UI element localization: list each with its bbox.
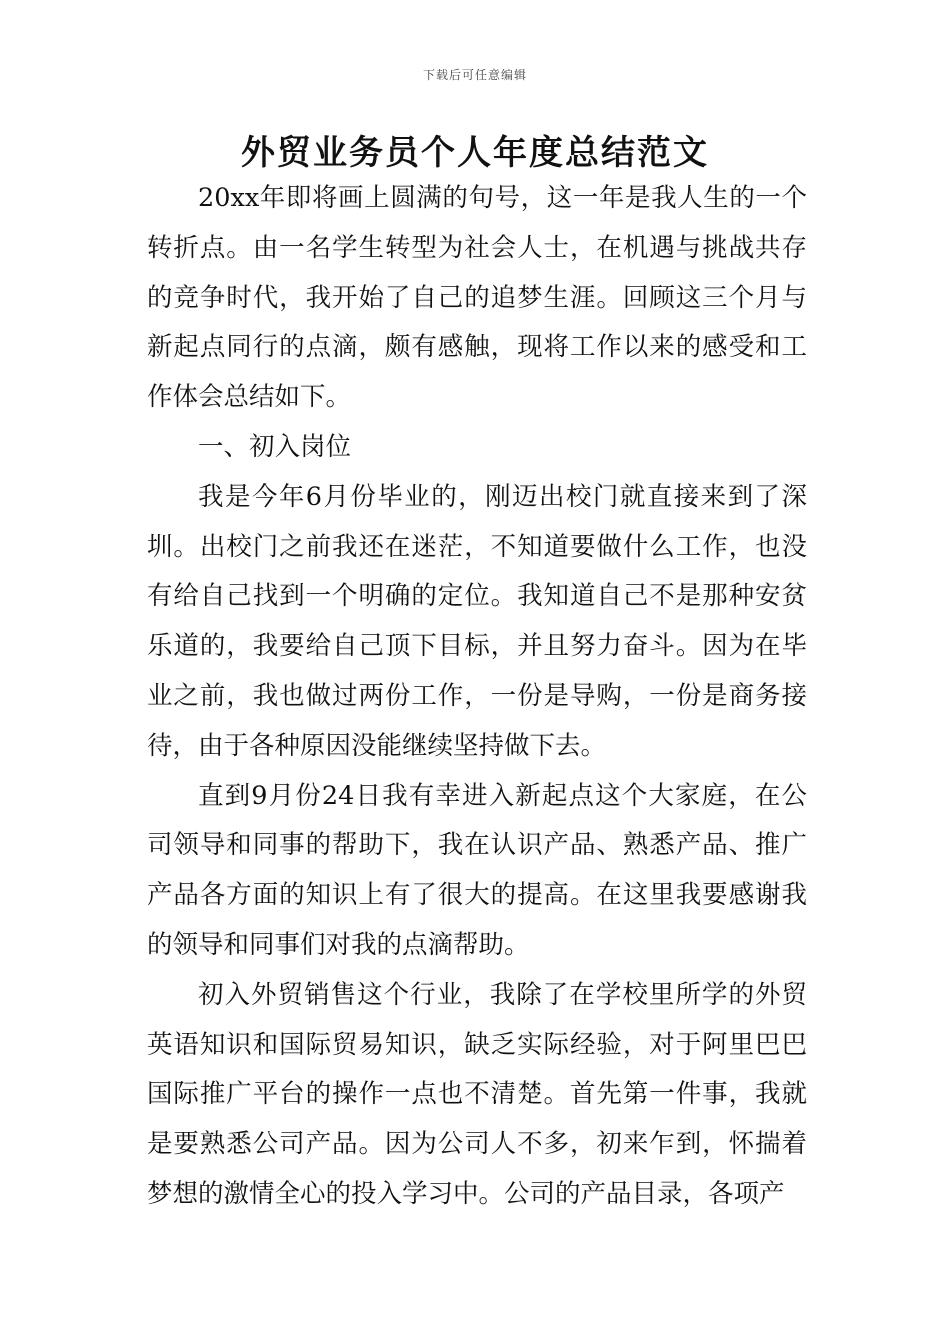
document-title: 外贸业务员个人年度总结范文 <box>241 133 709 173</box>
paragraph-joining-company: 直到9月份24日我有幸进入新起点这个大家庭，在公司领导和同事的帮助下，我在认识产品、熟悉产品、推广产品各方面的知识上有了很大的提高。在这里我要感谢我的领导和同事们对我的点滴帮助。 <box>147 780 807 960</box>
header-note: 下载后可任意编辑 <box>422 68 527 82</box>
paragraph-graduation: 我是今年6月份毕业的，刚迈出校门就直接来到了深圳。出校门之前我还在迷茫，不知道要做什么工作，也没有给自己找到一个明确的定位。我知道自己不是那种安贫乐道的，我要给自己顶下目标，并且努力奋斗。因为在毕业之前，我也做过两份工作，一份是导购，一份是商务接待，由于各种原因没能继续坚持做下去。 <box>147 481 807 761</box>
paragraph-learning: 初入外贸销售这个行业，我除了在学校里所学的外贸英语知识和国际贸易知识，缺乏实际经验，对于阿里巴巴国际推广平台的操作一点也不清楚。首先第一件事，我就是要熟悉公司产品。因为公司人不多，初来乍到，怀揣着梦想的激情全心的投入学习中。公司的产品目录，各项产 <box>147 979 807 1209</box>
paragraph-intro: 20xx年即将画上圆满的句号，这一年是我人生的一个转折点。由一名学生转型为社会人士，在机遇与挑战共存的竞争时代，我开始了自己的追梦生涯。回顾这三个月与新起点同行的点滴，颇有感触，现将工作以来的感受和工作体会总结如下。 <box>147 183 807 413</box>
document-body <box>147 174 807 1220</box>
section-heading: 一、初入岗位 <box>198 431 352 462</box>
